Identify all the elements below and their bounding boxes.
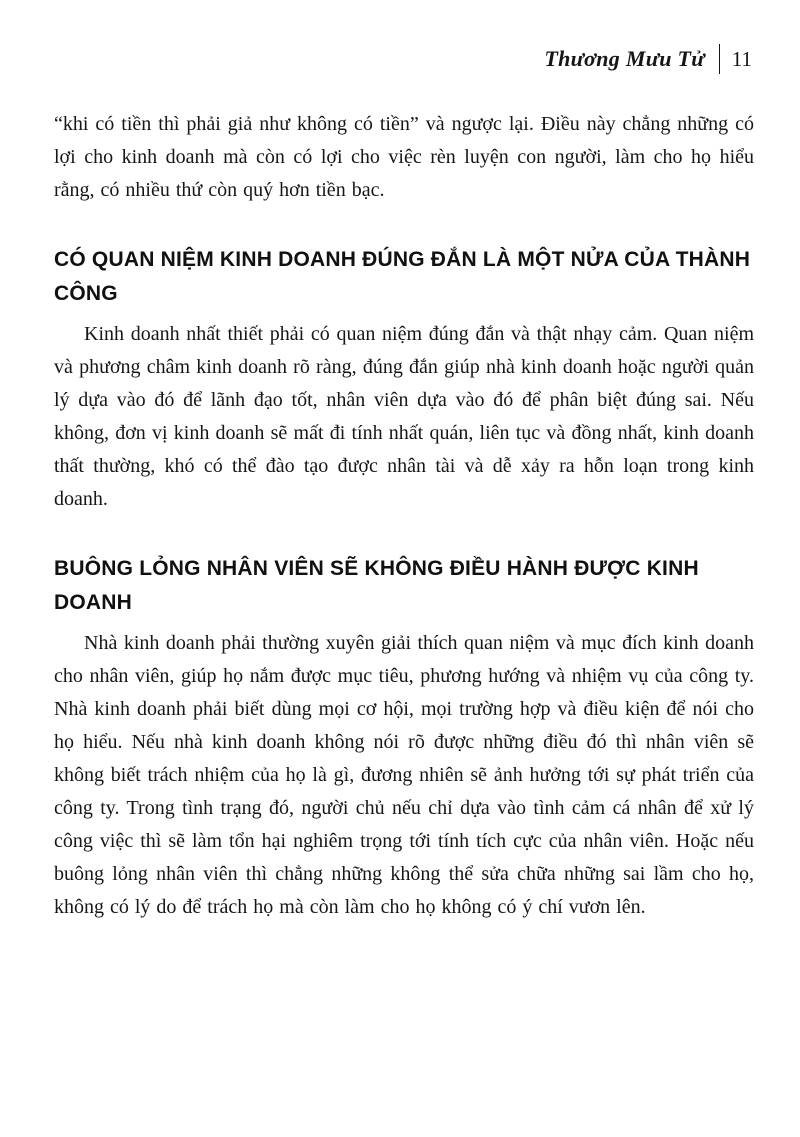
header-divider: [719, 44, 720, 74]
section-heading-business-concept: CÓ QUAN NIỆM KINH DOANH ĐÚNG ĐẮN LÀ MỘT NỬA CỦA THÀNH CÔNG: [54, 248, 751, 305]
intro-paragraph: “khi có tiền thì phải giả như không có tiền” và ngược lại. Điều này chẳng những có lợi cho kinh doanh mà còn có lợi cho việc rèn luyện con người, làm cho họ hiểu rằng, có nhiều thứ còn quý hơn tiền bạc.: [54, 113, 754, 201]
running-head-title: Thương Mưu Tử: [544, 46, 705, 71]
section-body-loose-management: Nhà kinh doanh phải thường xuyên giải thích quan niệm và mục đích kinh doanh cho nhân viên, giúp họ nắm được mục tiêu, phương hướng và nhiệm vụ của công ty. Nhà kinh doanh phải biết dùng mọi cơ hội, mọi trường hợp và điều kiện để nói cho họ hiểu. Nếu nhà kinh doanh không nói rõ được những điều đó thì nhân viên sẽ không biết trách nhiệm của họ là gì, đương nhiên sẽ ảnh hưởng tới sự phát triển của công ty. Trong tình trạng đó, người chủ nếu chỉ dựa vào tình cảm cá nhân để xử lý công việc thì sẽ làm tổn hại nghiêm trọng tới tính tích cực của nhân viên. Hoặc nếu buông lỏng nhân viên thì chẳng những không thể sửa chữa những sai lầm cho họ, không có lý do để trách họ mà còn làm cho họ không có ý chí vươn lên.: [54, 632, 754, 918]
page-number: 11: [731, 46, 752, 71]
section-heading-loose-management: BUÔNG LỎNG NHÂN VIÊN SẼ KHÔNG ĐIỀU HÀNH ĐƯỢC KINH DOANH: [54, 557, 699, 614]
section-body-business-concept: Kinh doanh nhất thiết phải có quan niệm đúng đắn và thật nhạy cảm. Quan niệm và phương châm kinh doanh rõ ràng, đúng đắn giúp nhà kinh doanh hoặc người quản lý dựa vào đó để lãnh đạo tốt, nhân viên dựa vào đó để phân biệt đúng sai. Nếu không, đơn vị kinh doanh sẽ mất đi tính nhất quán, liên tục và đồng nhất, kinh doanh thất thường, khó có thể đào tạo được nhân tài và dễ xảy ra hỗn loạn trong kinh doanh.: [54, 323, 754, 510]
running-header: [54, 44, 754, 74]
